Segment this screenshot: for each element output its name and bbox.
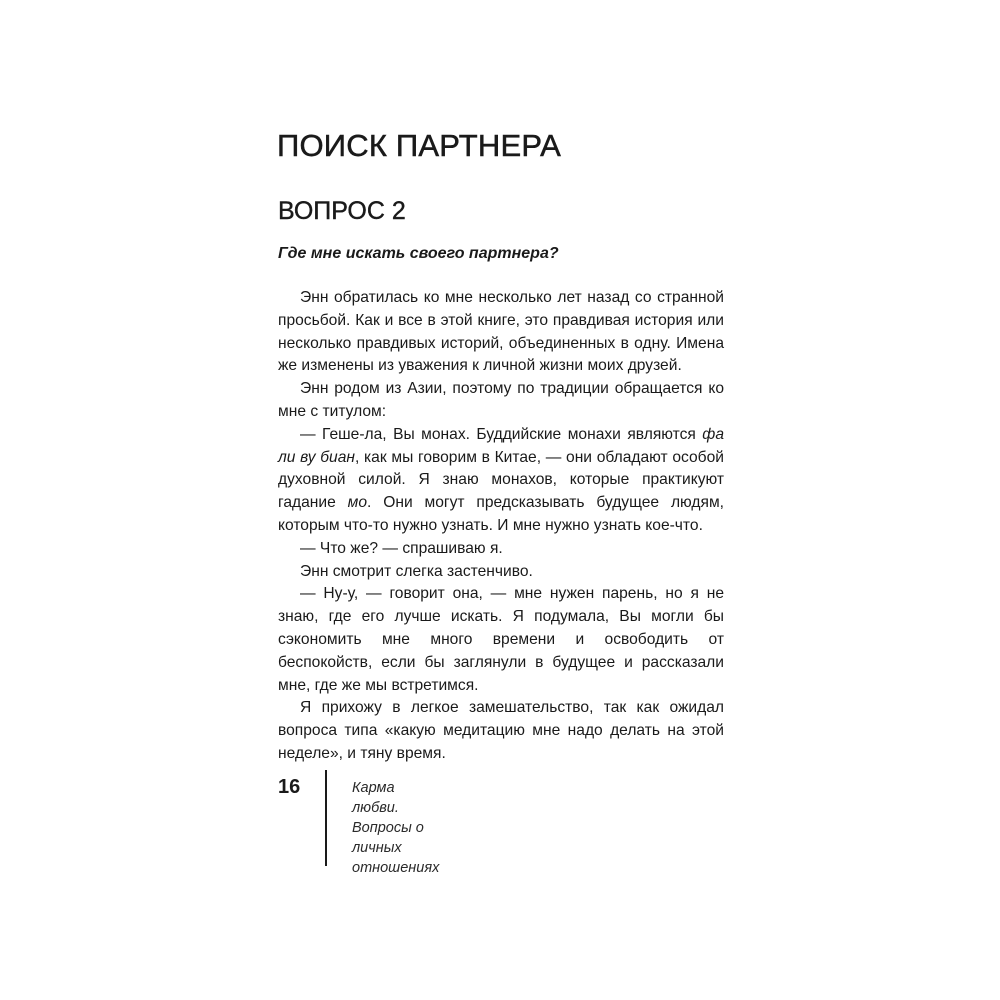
text-run: Энн обратилась ко мне несколько лет назад со странной просьбой. Как и все в этой книге, это правдивая история или несколько правдивых историй, объединенных в одну. Имена же изменены из уважения к личной жизни моих друзей.	[278, 289, 724, 375]
body-text	[278, 287, 724, 766]
page-number: 16	[278, 776, 301, 798]
text-run: — Что же? — спрашиваю я.	[300, 539, 503, 557]
text-run: , как мы говорим в Китае, — они обладают особой духовной силой. Я знаю монахов, которые практикуют гадание	[278, 448, 724, 512]
text-run: . Они могут предсказывать будущее людям, которым что-то нужно узнать. И мне нужно узнать кое-что.	[278, 494, 725, 534]
question-title: ВОПРОС 2	[278, 197, 406, 225]
body-paragraph	[278, 378, 724, 424]
italic-term: фа ли ву биан	[278, 425, 724, 466]
chapter-title: ПОИСК ПАРТНЕРА	[277, 128, 562, 163]
body-paragraph	[278, 424, 724, 538]
body-paragraph	[278, 583, 724, 697]
text-run: — Ну-у, — говорит она, — мне нужен парень, но я не знаю, где его лучше искать. Я подумала, Вы могли бы сэкономить мне много времени и освободить от беспокойств, если бы заглянули в будущее и рассказали мне, где же мы встретимся.	[278, 585, 724, 694]
body-paragraph	[278, 287, 724, 378]
body-paragraph	[278, 561, 724, 584]
text-run: Энн смотрит слегка застенчиво.	[300, 562, 533, 580]
question-text: Где мне искать своего партнера?	[278, 245, 559, 262]
running-title: Карма любви. Вопросы о личных отношениях	[352, 780, 440, 876]
italic-term: мо	[347, 494, 368, 512]
body-paragraph	[278, 697, 724, 765]
text-run: Я прихожу в легкое замешательство, так как ожидал вопроса типа «какую медитацию мне надо делать на этой неделе», и тяну время.	[278, 699, 724, 762]
body-paragraph	[278, 538, 724, 561]
text-run: — Геше-ла, Вы монах. Буддийские монахи являются	[300, 425, 703, 443]
text-run: Энн родом из Азии, поэтому по традиции обращается ко мне с титулом:	[278, 380, 724, 420]
footer-divider	[325, 770, 327, 866]
